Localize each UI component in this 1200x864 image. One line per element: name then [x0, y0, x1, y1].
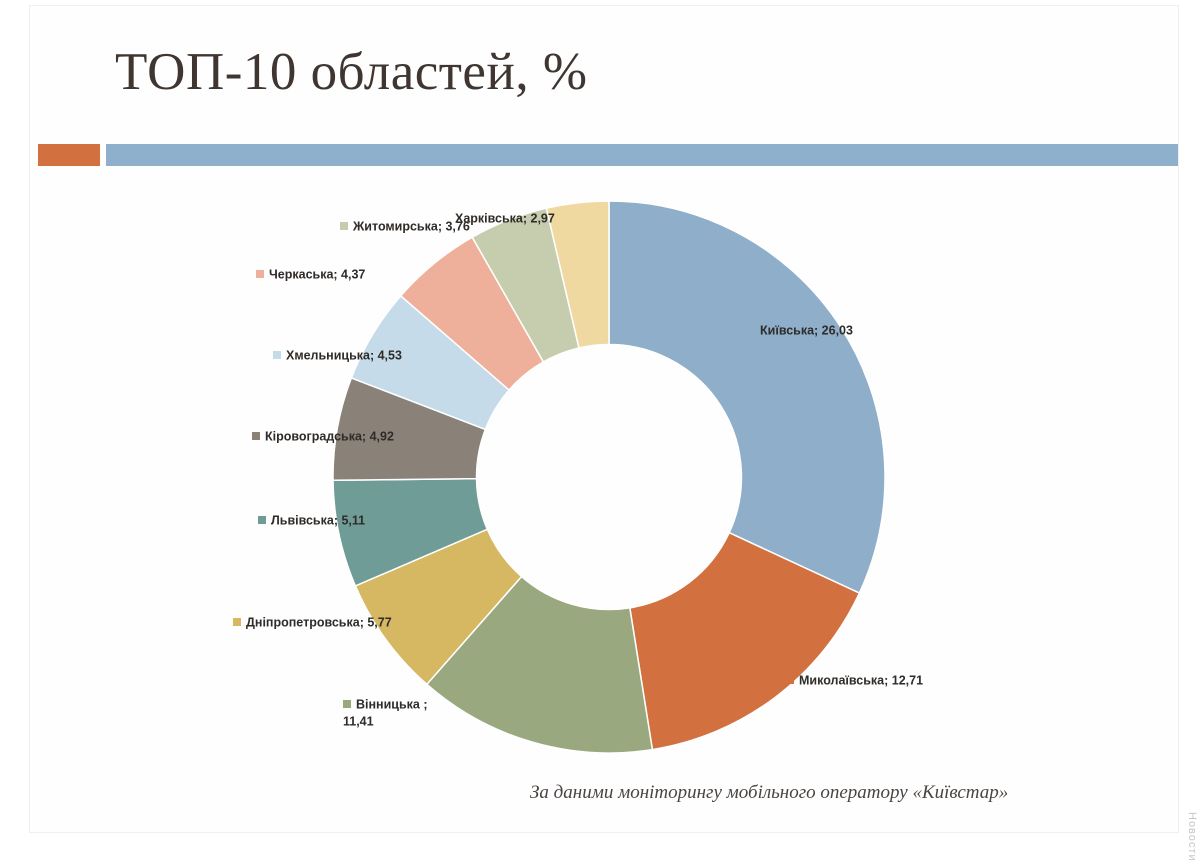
donut-chart [30, 174, 1178, 803]
slice-label-kharkivska: Харківська; 2,97 [455, 211, 555, 226]
chart-source-note: За даними моніторингу мобільного оператору «Київстар» [530, 782, 1009, 803]
legend-swatch-lvivska [258, 516, 266, 524]
legend-swatch-vinnytska [343, 700, 351, 708]
title-divider-bar [106, 144, 1178, 166]
slice-label-lvivska: Львівська; 5,11 [258, 512, 365, 529]
slice-label-khmelnytska: Хмельницька; 4,53 [273, 347, 402, 364]
slice-label-vinnytska: Вінницька ; 11,41 [343, 697, 428, 729]
watermark: Новости [1186, 812, 1198, 862]
donut-slice [609, 201, 885, 593]
legend-swatch-cherkaska [256, 270, 264, 278]
title-divider [38, 144, 1178, 166]
legend-swatch-dnipropetrovska [233, 618, 241, 626]
donut-slices [333, 201, 885, 753]
slice-label-dnipropetrovska: Дніпропетровська; 5,77 [233, 614, 392, 631]
title-divider-accent [38, 144, 100, 166]
slice-label-mykolaivska: Миколаївська; 12,71 [786, 672, 923, 689]
slice-label-cherkaska: Черкаська; 4,37 [256, 266, 365, 283]
slice-label-kirovohradska: Кіровоградська; 4,92 [252, 428, 394, 445]
slice-label-kyivska: Київська; 26,03 [760, 323, 853, 338]
slice-label-zhytomyrska: Житомирська; 3,76 [340, 218, 470, 235]
legend-swatch-zhytomyrska [340, 222, 348, 230]
page-title: ТОП-10 областей, % [115, 43, 588, 101]
legend-swatch-khmelnytska [273, 351, 281, 359]
legend-swatch-kirovohradska [252, 432, 260, 440]
slide-canvas [30, 6, 1178, 832]
legend-swatch-mykolaivska [786, 676, 794, 684]
